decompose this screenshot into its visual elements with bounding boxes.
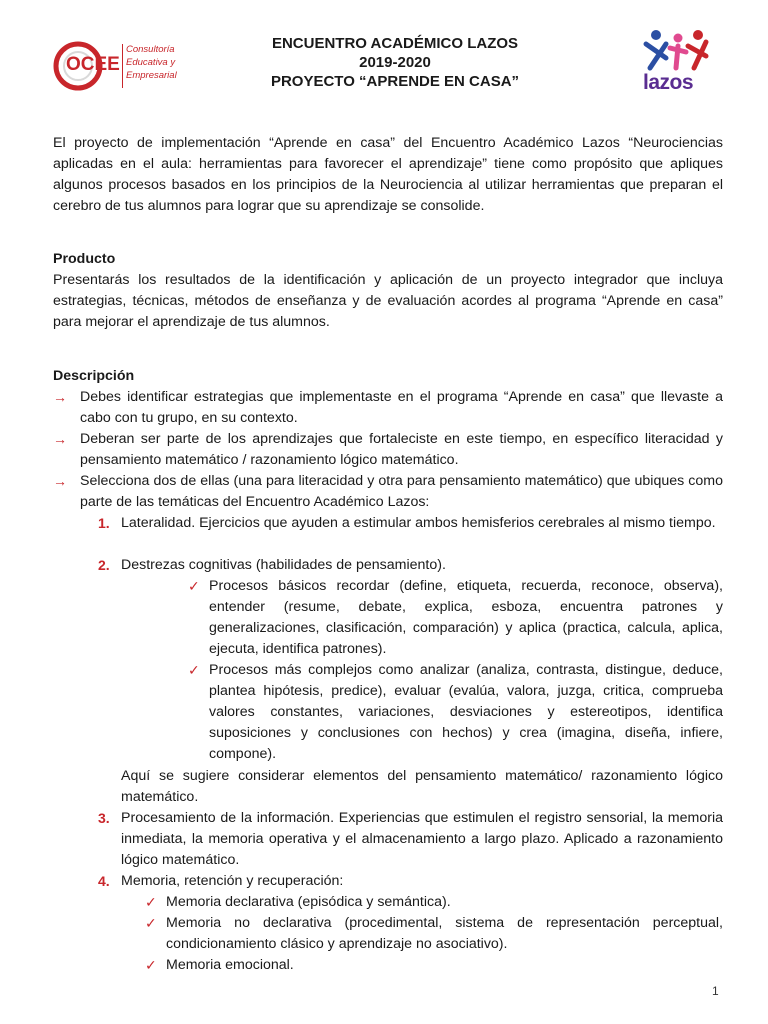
lazos-figures-icon <box>640 28 716 74</box>
list-item: Lateralidad. Ejercicios que ayuden a estimular ambos hemisferios cerebrales al mismo tiempo. <box>121 515 716 531</box>
descripcion-heading: Descripción <box>53 368 135 384</box>
producto-paragraph: Presentarás los resultados de la identificación y aplicación de un proyecto integrador que incluya estrategias, técnicas, métodos de enseñanza y de evaluación acordes al programa “Aprende en casa” para mejorar el aprendizaje de tus alumnos. <box>53 272 723 330</box>
ocee-logo-line: Consultoría <box>126 44 175 55</box>
list-item: Procesamiento de la información. Experiencias que estimulen el registro sensorial, la memoria inmediata, la memoria operativa y el almacenamiento a largo plazo. Aplicado a razonamiento lógico matemático. <box>121 810 723 868</box>
title-line: 2019-2020 <box>359 54 431 71</box>
arrow-bullet-icon: → <box>53 389 67 405</box>
descripcion-bullet: Debes identificar estrategias que implementaste en el programa “Aprende en casa” que llevaste a cabo con tu grupo, en su contexto. <box>80 389 723 426</box>
check-item: Memoria no declarativa (procedimental, sistema de representación perceptual, condicionamiento clásico y aprendizaje no asociativo). <box>166 915 723 952</box>
arrow-bullet-icon: → <box>53 431 67 447</box>
ocee-logo-text <box>126 43 177 82</box>
checkmark-icon: ✓ <box>145 915 157 931</box>
ocee-logo-line: Educativa y <box>126 57 176 68</box>
check-item: Memoria emocional. <box>166 957 294 973</box>
descripcion-bullet: Selecciona dos de ellas (una para literacidad y otra para pensamiento matemático) que ubiques como parte de las temáticas del Encuentro Académico Lazos: <box>80 473 723 510</box>
check-item: Memoria declarativa (episódica y semántica). <box>166 894 451 910</box>
checkmark-icon: ✓ <box>188 662 200 678</box>
check-item: Procesos más complejos como analizar (analiza, contrasta, distingue, deduce, plantea hipótesis, predice), evaluar (evalúa, valora, juzga, critica, comprueba valores constantes, variaciones, desviaciones y estereotipos, identifica suposiciones y conclusiones con hechos) y crea (imagina, diseña, infiere, compone). <box>209 662 723 762</box>
page-number: 1 <box>712 984 719 998</box>
item-number: 2. <box>98 557 110 573</box>
item-number: 4. <box>98 873 110 889</box>
title-line: PROYECTO “APRENDE EN CASA” <box>270 73 520 90</box>
checkmark-icon: ✓ <box>145 957 157 973</box>
ocee-logo <box>52 40 192 92</box>
list-item: Destrezas cognitivas (habilidades de pensamiento). <box>121 557 446 573</box>
descripcion-bullet: Deberan ser parte de los aprendizajes que fortaleciste en este tiempo, en específico literacidad y pensamiento matemático / razonamiento lógico matemático. <box>80 431 723 468</box>
ocee-logo-mark: OCEE <box>66 54 120 75</box>
item-number: 3. <box>98 810 110 826</box>
list-item: Memoria, retención y recuperación: <box>121 873 344 889</box>
item-note: Aquí se sugiere considerar elementos del pensamiento matemático/ razonamiento lógico matemático. <box>121 768 723 805</box>
checkmark-icon: ✓ <box>145 894 157 910</box>
producto-heading: Producto <box>53 251 116 267</box>
lazos-logo-word: lazos <box>643 71 694 94</box>
arrow-bullet-icon: → <box>53 473 67 489</box>
check-item: Procesos básicos recordar (define, etiqueta, recuerda, reconoce, observa), entender (resume, debate, explica, esboza, encuentra patrones y generalizaciones, clasificación, comparación) y aplica (practica, calcula, aplica, ejecuta, identifica patrones). <box>209 578 723 657</box>
title-line: ENCUENTRO ACADÉMICO LAZOS <box>271 35 519 52</box>
ocee-divider <box>122 44 123 88</box>
page-title <box>200 34 590 91</box>
intro-paragraph: El proyecto de implementación “Aprende en casa” del Encuentro Académico Lazos “Neurociencias aplicadas en el aula: herramientas para favorecer el aprendizaje” tiene como propósito que apliques algunos procesos basados en los principios de la Neurociencia al utilizar herramientas que preparan el cerebro de tus alumnos para lograr que su aprendizaje se consolide. <box>53 135 723 214</box>
lazos-logo <box>640 28 716 94</box>
item-number: 1. <box>98 515 110 531</box>
checkmark-icon: ✓ <box>188 578 200 594</box>
ocee-logo-line: Empresarial <box>126 70 177 81</box>
